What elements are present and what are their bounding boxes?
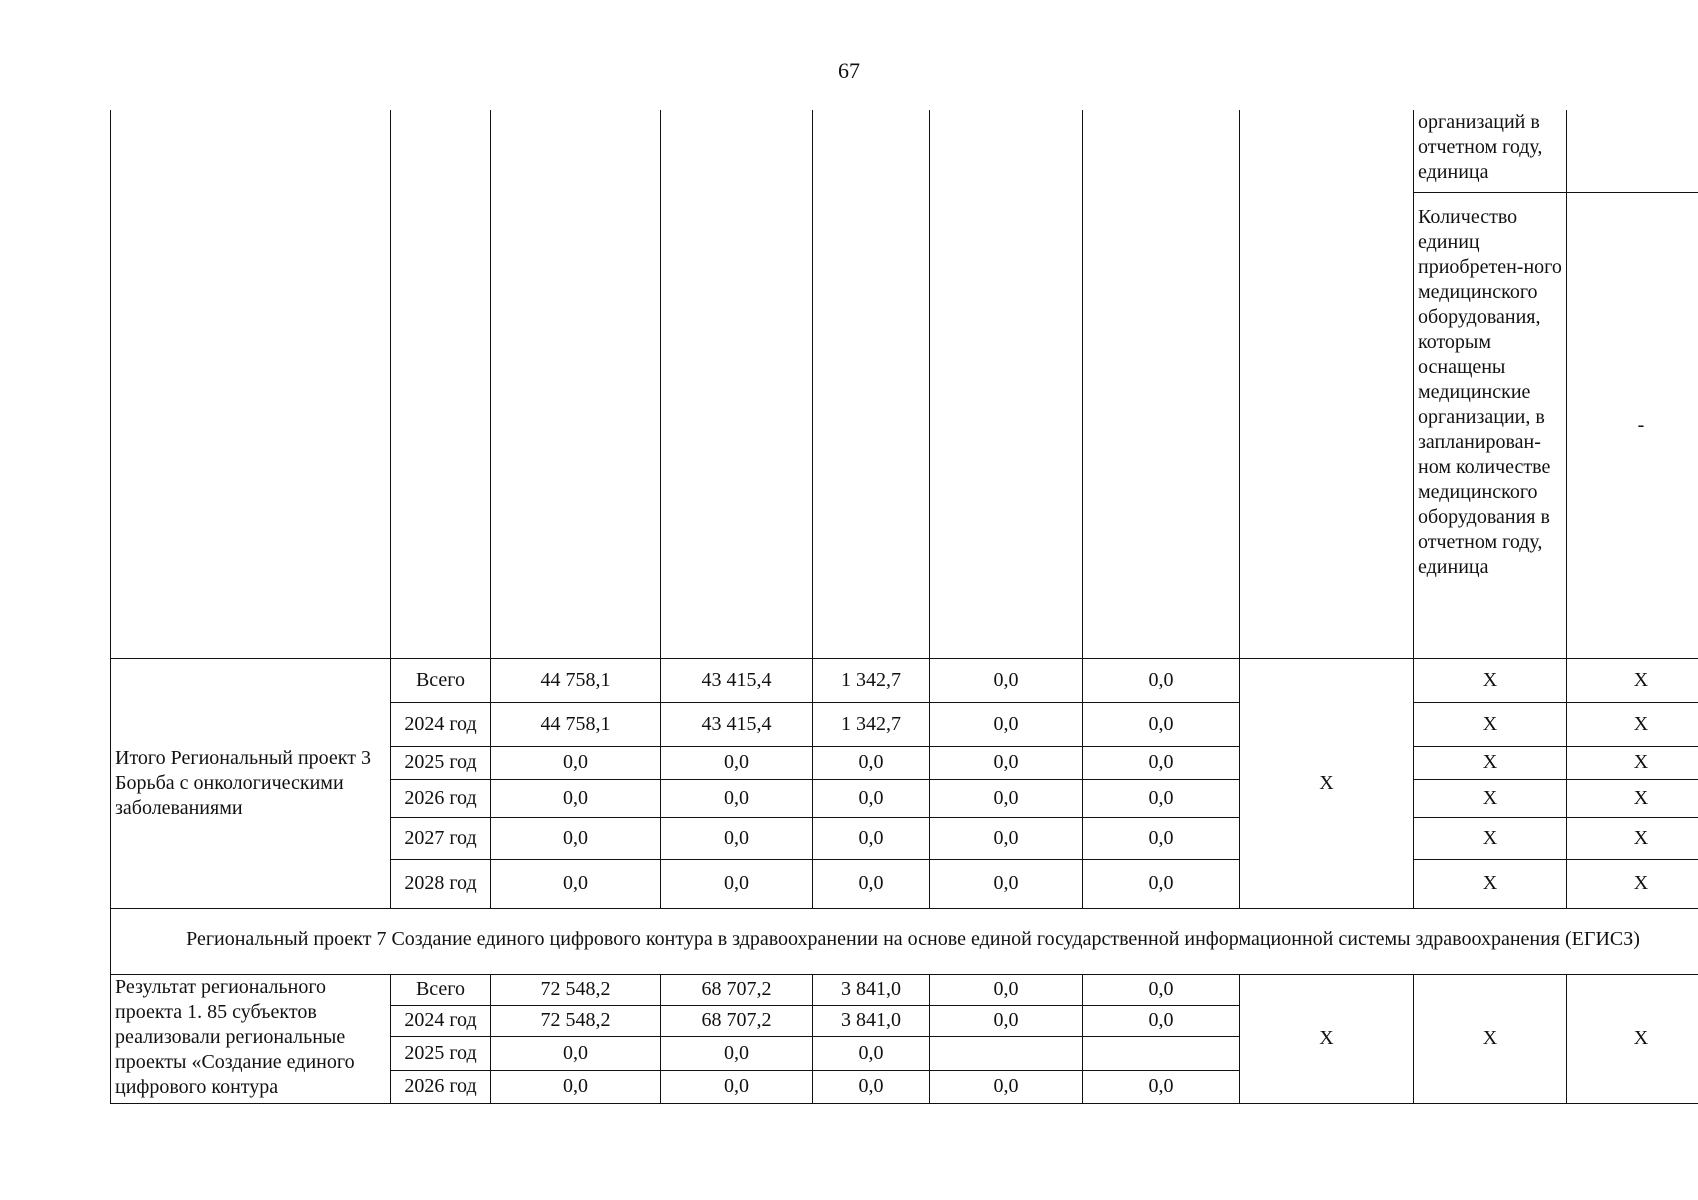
financing-table bbox=[110, 110, 1698, 1104]
continuation-empty-cell bbox=[661, 110, 813, 658]
value-cell: 0,0 bbox=[930, 702, 1083, 746]
value-cell: 0,0 bbox=[1083, 1070, 1240, 1103]
value-cell: 0,0 bbox=[1083, 658, 1240, 702]
value-cell: 68 707,2 bbox=[661, 974, 813, 1005]
continuation-empty-cell bbox=[813, 110, 930, 658]
value-cell: 44 758,1 bbox=[491, 658, 661, 702]
mark-cell: Х bbox=[1567, 817, 1698, 859]
value-cell: 0,0 bbox=[930, 974, 1083, 1005]
total-row-all bbox=[111, 658, 1698, 702]
period-cell: 2025 год bbox=[391, 746, 491, 779]
value-cell: 0,0 bbox=[813, 1070, 930, 1103]
value-cell: 0,0 bbox=[661, 859, 813, 908]
result-row-all bbox=[111, 974, 1698, 1005]
value-cell: 0,0 bbox=[1083, 974, 1240, 1005]
mark-cell: Х bbox=[1567, 779, 1698, 817]
value-cell: 0,0 bbox=[930, 1005, 1083, 1036]
page-number: 67 bbox=[838, 58, 860, 83]
value-cell: 72 548,2 bbox=[491, 974, 661, 1005]
value-cell: 43 415,4 bbox=[661, 702, 813, 746]
continuation-empty-cell bbox=[1240, 110, 1414, 658]
period-cell: 2025 год bbox=[391, 1036, 491, 1070]
value-cell: 0,0 bbox=[661, 1070, 813, 1103]
value-cell: 0,0 bbox=[930, 658, 1083, 702]
value-cell: 0,0 bbox=[491, 1070, 661, 1103]
indicator-1-value bbox=[1567, 110, 1698, 192]
merged-mark-cell: Х bbox=[1240, 658, 1414, 908]
value-cell bbox=[930, 1036, 1083, 1070]
indicator-2-value: - bbox=[1567, 192, 1698, 658]
value-cell: 0,0 bbox=[930, 779, 1083, 817]
mark-cell: Х bbox=[1567, 859, 1698, 908]
result-mark-c: Х bbox=[1567, 974, 1698, 1103]
period-cell: 2026 год bbox=[391, 779, 491, 817]
value-cell: 0,0 bbox=[930, 1070, 1083, 1103]
period-cell: Всего bbox=[391, 658, 491, 702]
mark-cell: Х bbox=[1414, 779, 1567, 817]
period-cell: 2024 год bbox=[391, 1005, 491, 1036]
value-cell: 0,0 bbox=[1083, 1005, 1240, 1036]
value-cell: 0,0 bbox=[491, 779, 661, 817]
mark-cell: Х bbox=[1567, 746, 1698, 779]
document-table-sheet bbox=[110, 110, 1665, 1104]
value-cell: 0,0 bbox=[491, 859, 661, 908]
value-cell: 3 841,0 bbox=[813, 974, 930, 1005]
period-cell: Всего bbox=[391, 974, 491, 1005]
period-cell: 2024 год bbox=[391, 702, 491, 746]
value-cell: 0,0 bbox=[1083, 702, 1240, 746]
value-cell: 44 758,1 bbox=[491, 702, 661, 746]
value-cell: 0,0 bbox=[930, 817, 1083, 859]
mark-cell: Х bbox=[1567, 658, 1698, 702]
mark-cell: Х bbox=[1414, 658, 1567, 702]
value-cell: 0,0 bbox=[1083, 746, 1240, 779]
value-cell: 0,0 bbox=[661, 1036, 813, 1070]
value-cell: 1 342,7 bbox=[813, 702, 930, 746]
indicator-1-tail: организаций в отчетном году, единица bbox=[1414, 110, 1567, 192]
mark-cell: Х bbox=[1414, 859, 1567, 908]
value-cell: 0,0 bbox=[813, 779, 930, 817]
value-cell: 0,0 bbox=[930, 746, 1083, 779]
value-cell: 72 548,2 bbox=[491, 1005, 661, 1036]
value-cell bbox=[1083, 1036, 1240, 1070]
value-cell: 0,0 bbox=[813, 1036, 930, 1070]
period-cell: 2027 год bbox=[391, 817, 491, 859]
total-label: Итого Региональный проект 3 Борьба с онкологическими заболеваниями bbox=[111, 658, 391, 908]
mark-cell: Х bbox=[1414, 817, 1567, 859]
value-cell: 0,0 bbox=[491, 746, 661, 779]
continuation-empty-cell bbox=[391, 110, 491, 658]
period-cell: 2026 год bbox=[391, 1070, 491, 1103]
value-cell: 0,0 bbox=[1083, 859, 1240, 908]
value-cell: 1 342,7 bbox=[813, 658, 930, 702]
indicator-2-text: Количество единиц приобретен-ного медицинского оборудования, которым оснащены медицинские организации, в запланирован-ном количестве медицинского оборудования в отчетном году, единица bbox=[1414, 192, 1567, 658]
continuation-empty-cell bbox=[930, 110, 1083, 658]
continuation-empty-cell bbox=[111, 110, 391, 658]
value-cell: 3 841,0 bbox=[813, 1005, 930, 1036]
result-mark-b: Х bbox=[1414, 974, 1567, 1103]
value-cell: 68 707,2 bbox=[661, 1005, 813, 1036]
value-cell: 0,0 bbox=[813, 817, 930, 859]
mark-cell: Х bbox=[1567, 702, 1698, 746]
value-cell: 0,0 bbox=[813, 859, 930, 908]
value-cell: 0,0 bbox=[1083, 779, 1240, 817]
result-mark-a: Х bbox=[1240, 974, 1414, 1103]
value-cell: 0,0 bbox=[930, 859, 1083, 908]
value-cell: 0,0 bbox=[661, 779, 813, 817]
mark-cell: Х bbox=[1414, 702, 1567, 746]
period-cell: 2028 год bbox=[391, 859, 491, 908]
continuation-empty-cell bbox=[1083, 110, 1240, 658]
value-cell: 0,0 bbox=[813, 746, 930, 779]
continuation-empty-cell bbox=[491, 110, 661, 658]
value-cell: 0,0 bbox=[491, 1036, 661, 1070]
result-label: Результат регионального проекта 1. 85 субъектов реализовали региональные проекты «Создание единого цифрового контура bbox=[111, 974, 391, 1103]
mark-cell: Х bbox=[1414, 746, 1567, 779]
section-title: Региональный проект 7 Создание единого цифрового контура в здравоохранении на основе единой государственной информационной системы здравоохранения (ЕГИСЗ) bbox=[111, 908, 1698, 974]
value-cell: 0,0 bbox=[661, 817, 813, 859]
value-cell: 0,0 bbox=[661, 746, 813, 779]
value-cell: 0,0 bbox=[491, 817, 661, 859]
value-cell: 0,0 bbox=[1083, 817, 1240, 859]
value-cell: 43 415,4 bbox=[661, 658, 813, 702]
